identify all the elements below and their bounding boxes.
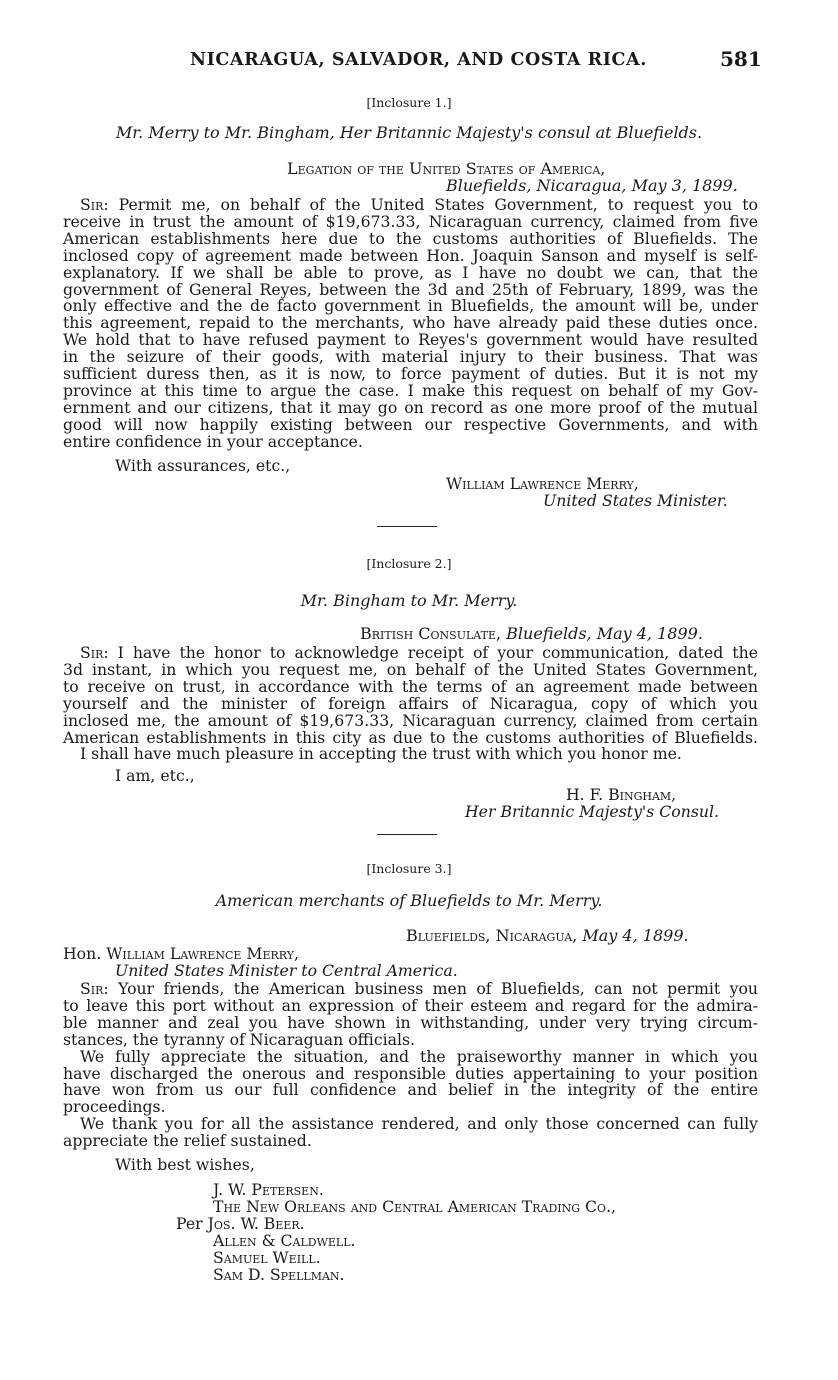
signer: J. W. Petersen. — [213, 1180, 324, 1199]
signer: Sam D. Spellman. — [213, 1265, 345, 1284]
body-line: Sir: Your friends, the American business men of Bluefields, can not permit you — [80, 979, 758, 998]
signer: Allen & Caldwell. — [213, 1231, 356, 1250]
body-line: stances, the tyranny of Nicaraguan officials. — [63, 1029, 416, 1049]
body-line: American establishments here due to the customs authorities of Bluefields. The — [63, 228, 758, 248]
page-number: 581 — [720, 47, 762, 71]
body-line: 3d instant, in which you request me, on behalf of the United States Government, — [63, 659, 758, 679]
inclosure-1-title: Mr. Merry to Mr. Bingham, Her Britannic Majesty's consul at Bluefields. — [115, 123, 703, 142]
body-line: ernment and our citizens, that it may go on record as one more proof of the mutual — [63, 397, 758, 417]
signer: The New Orleans and Central American Trading Co., — [213, 1197, 617, 1216]
inclosure-1-label: [Inclosure 1.] — [366, 95, 452, 110]
signer: Per Jos. W. Beer. — [176, 1214, 305, 1233]
body-line: in the seizure of their goods, with material injury to their business. That was — [63, 347, 758, 367]
body-line: sufficient duress then, as it is now, to force payment of duties. But it is not my — [63, 364, 758, 384]
inclosure-2-dateline: British Consulate, Bluefields, May 4, 1899. — [360, 624, 703, 643]
body-line: ble manner and zeal you have shown in withstanding, under very trying circum- — [63, 1012, 758, 1032]
inclosure-3-label: [Inclosure 3.] — [366, 861, 452, 876]
body-line: inclosed me, the amount of $19,673.33, Nicaraguan currency, claimed from certain — [63, 710, 758, 730]
body-line: entire confidence in your acceptance. — [63, 431, 363, 451]
inclosure-3-title: American merchants of Bluefields to Mr. Merry. — [215, 891, 603, 910]
inclosure-1-closing: With assurances, etc., — [115, 456, 291, 475]
inclosure-1-dateline-place: Legation of the United States of America, — [287, 159, 606, 178]
inclosure-2-closing: I am, etc., — [115, 766, 195, 785]
body-line: yourself and the minister of foreign affairs of Nicaragua, copy of which you — [63, 693, 758, 713]
inclosure-1-body — [63, 197, 758, 451]
signer: Samuel Weill. — [213, 1248, 321, 1267]
body-line: inclosed copy of agreement made between Hon. Joaquin Sanson and myself is self- — [63, 245, 758, 265]
body-line: to leave this port without an expression of their esteem and regard for the admira- — [63, 995, 758, 1015]
body-line: government of General Reyes, between the 3d and 25th of February, 1899, was the — [63, 279, 758, 299]
inclosure-2-signature-name: H. F. Bingham, — [566, 785, 677, 804]
body-line: to receive on trust, in accordance with the terms of an agreement made between — [63, 676, 758, 696]
inclosure-1-signature-name: William Lawrence Merry, — [446, 474, 639, 493]
body-line: I shall have much pleasure in accepting the trust with which you honor me. — [80, 744, 682, 764]
inclosure-2-label: [Inclosure 2.] — [366, 556, 452, 571]
section-divider — [377, 834, 437, 835]
running-header-title: NICARAGUA, SALVADOR, AND COSTA RICA. — [190, 50, 647, 70]
body-line: have discharged the onerous and responsible duties appertaining to your position — [63, 1063, 758, 1083]
body-line: province at this time to argue the case. I make this request on behalf of my Gov- — [63, 380, 758, 400]
body-line: only effective and the de facto government in Bluefields, the amount will be, under — [63, 296, 758, 316]
inclosure-2-title: Mr. Bingham to Mr. Merry. — [300, 591, 518, 610]
addressee-name: Hon. William Lawrence Merry, — [63, 944, 299, 963]
inclosure-3-body — [63, 981, 758, 1150]
body-line: have won from us our full confidence and belief in the integrity of the entire — [63, 1080, 758, 1100]
body-line: We thank you for all the assistance rendered, and only those concerned can fully — [80, 1114, 758, 1134]
inclosure-1-dateline-date: Bluefields, Nicaragua, May 3, 1899. — [446, 176, 738, 195]
body-line: explanatory. If we shall be able to prove, as I have no doubt we can, that the — [63, 262, 758, 282]
body-line: good will now happily existing between our respective Governments, and with — [63, 414, 758, 434]
body-line: Sir: Permit me, on behalf of the United States Government, to request you to — [80, 195, 758, 214]
body-line: this agreement, repaid to the merchants, who have already paid these duties once. — [63, 313, 758, 333]
body-line: Sir: I have the honor to acknowledge receipt of your communication, dated the — [80, 643, 758, 662]
inclosure-2-body — [63, 645, 758, 763]
body-line: receive in trust the amount of $19,673.33, Nicaraguan currency, claimed from five — [63, 211, 758, 231]
section-divider — [377, 526, 437, 527]
body-line: appreciate the relief sustained. — [63, 1131, 312, 1151]
addressee-title: United States Minister to Central America. — [115, 961, 458, 980]
inclosure-1-signature-title: United States Minister. — [543, 491, 728, 510]
body-line: proceedings. — [63, 1097, 166, 1117]
inclosure-3-dateline: Bluefields, Nicaragua, May 4, 1899. — [406, 926, 689, 945]
body-line: American establishments in this city as due to the customs authorities of Bluefields. — [63, 727, 758, 747]
body-line: We hold that to have refused payment to Reyes's government would have resulted — [63, 330, 758, 350]
body-line: We fully appreciate the situation, and the praiseworthy manner in which you — [80, 1046, 758, 1066]
inclosure-3-closing: With best wishes, — [115, 1155, 255, 1174]
inclosure-2-signature-title: Her Britannic Majesty's Consul. — [465, 802, 719, 821]
